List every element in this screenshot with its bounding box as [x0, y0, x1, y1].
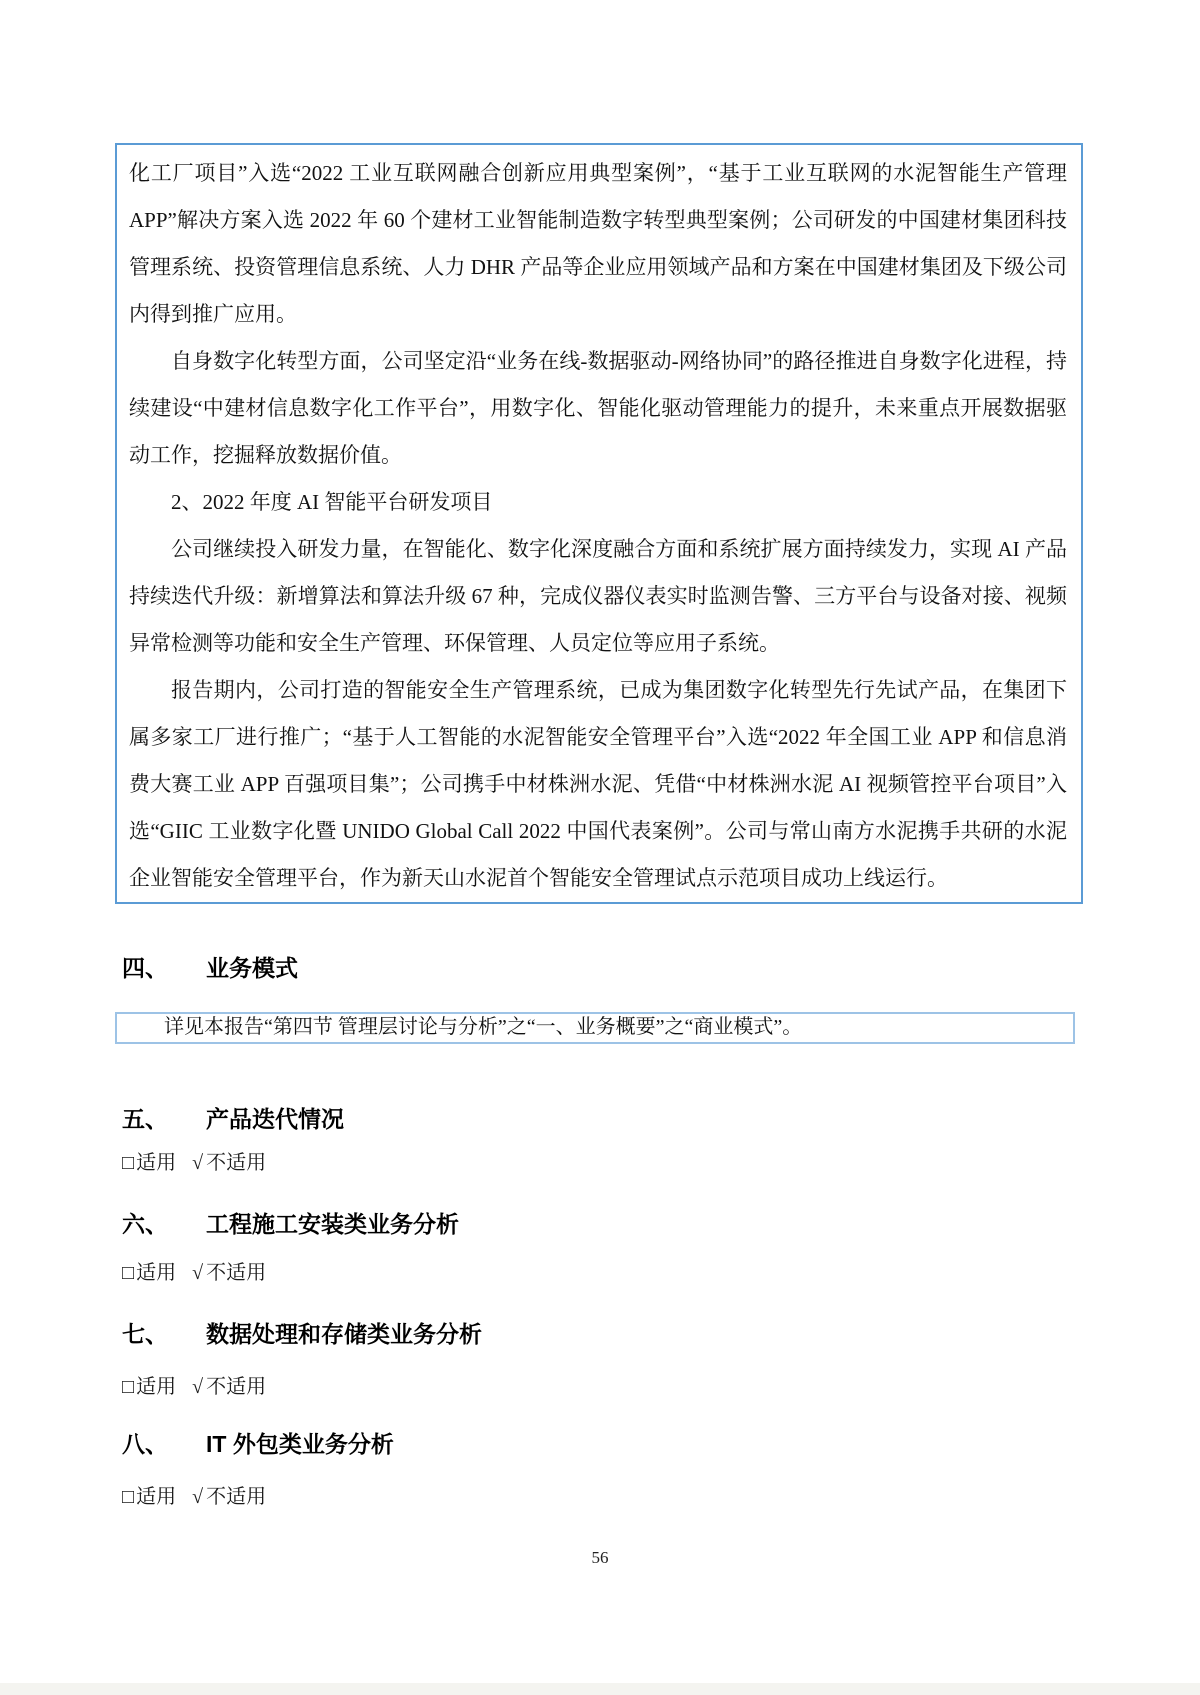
section-number: 六、 — [122, 1211, 168, 1237]
business-model-note-text: 详见本报告“第四节 管理层讨论与分析”之“一、业务概要”之“商业模式”。 — [164, 1016, 803, 1038]
section-heading-it-outsourcing — [122, 1426, 394, 1459]
rd-progress-text-box — [115, 143, 1083, 904]
business-model-note-box — [115, 1012, 1075, 1044]
not-applicable-label: 不适用 — [206, 1262, 267, 1284]
checkbox-unchecked-icon: □ — [122, 1262, 135, 1284]
paragraph: 化工厂项目”入选“2022 工业互联网融合创新应用典型案例”，“基于工业互联网的水泥智能生产管理 APP”解决方案入选 2022 年 60 个建材工业智能制造数字转型典型案例；公司研发的中国建材集团科技管理系统、投资管理信息系统、人力 DHR 产品等企业应用领域产品和方案在中国建材集团及下级公司内得到推广应用。 — [129, 161, 1067, 326]
applicable-label: 适用 — [136, 1152, 177, 1174]
section-title: IT 外包类业务分析 — [206, 1431, 394, 1457]
checkbox-unchecked-icon: □ — [122, 1376, 135, 1398]
not-applicable-label: 不适用 — [206, 1486, 267, 1508]
checkbox-unchecked-icon: □ — [122, 1152, 135, 1174]
section-number: 五、 — [122, 1106, 168, 1132]
applicable-label: 适用 — [136, 1486, 177, 1508]
applicability-line — [122, 1150, 266, 1176]
check-mark-icon: √ — [192, 1376, 204, 1398]
not-applicable-label: 不适用 — [206, 1152, 267, 1174]
check-mark-icon: √ — [192, 1486, 204, 1508]
not-applicable-label: 不适用 — [206, 1376, 267, 1398]
section-heading-data-processing — [122, 1316, 482, 1349]
section-title: 产品迭代情况 — [206, 1106, 344, 1132]
page-bottom-edge — [0, 1683, 1200, 1695]
section-title: 工程施工安装类业务分析 — [206, 1211, 459, 1237]
check-mark-icon: √ — [192, 1152, 204, 1174]
paragraph: 公司继续投入研发力量，在智能化、数字化深度融合方面和系统扩展方面持续发力，实现 AI 产品持续迭代升级：新增算法和算法升级 67 种，完成仪器仪表实时监测告警、三方平台与设备对接、视频异常检测等功能和安全生产管理、环保管理、人员定位等应用子系统。 — [129, 537, 1067, 655]
applicable-label: 适用 — [136, 1262, 177, 1284]
section-number: 四、 — [122, 955, 168, 981]
paragraph: 报告期内，公司打造的智能安全生产管理系统，已成为集团数字化转型先行先试产品，在集团下属多家工厂进行推广；“基于人工智能的水泥智能安全管理平台”入选“2022 年全国工业 APP 和信息消费大赛工业 APP 百强项目集”；公司携手中材株洲水泥、凭借“中材株洲水泥 AI 视频管控平台项目”入选“GIIC 工业数字化暨 UNIDO Global Call 2022 中国代表案例”。公司与常山南方水泥携手共研的水泥企业智能安全管理平台，作为新天山水泥首个智能安全管理试点示范项目成功上线运行。 — [129, 678, 1067, 890]
applicable-label: 适用 — [136, 1376, 177, 1398]
applicability-line — [122, 1260, 266, 1286]
applicability-line — [122, 1374, 266, 1400]
checkbox-unchecked-icon: □ — [122, 1486, 135, 1508]
section-heading-business-model — [122, 950, 298, 983]
section-title: 数据处理和存储类业务分析 — [206, 1321, 482, 1347]
section-heading-construction — [122, 1206, 459, 1239]
paragraph: 自身数字化转型方面，公司坚定沿“业务在线-数据驱动-网络协同”的路径推进自身数字化进程，持续建设“中建材信息数字化工作平台”，用数字化、智能化驱动管理能力的提升，未来重点开展数据驱动工作，挖掘释放数据价值。 — [129, 349, 1067, 467]
section-number: 七、 — [122, 1321, 168, 1347]
section-heading-product-iteration — [122, 1101, 344, 1134]
applicability-line — [122, 1484, 266, 1510]
section-number: 八、 — [122, 1431, 168, 1457]
page-number: 56 — [591, 1548, 609, 1567]
check-mark-icon: √ — [192, 1262, 204, 1284]
paragraph: 2、2022 年度 AI 智能平台研发项目 — [171, 490, 493, 514]
section-title: 业务模式 — [206, 955, 298, 981]
